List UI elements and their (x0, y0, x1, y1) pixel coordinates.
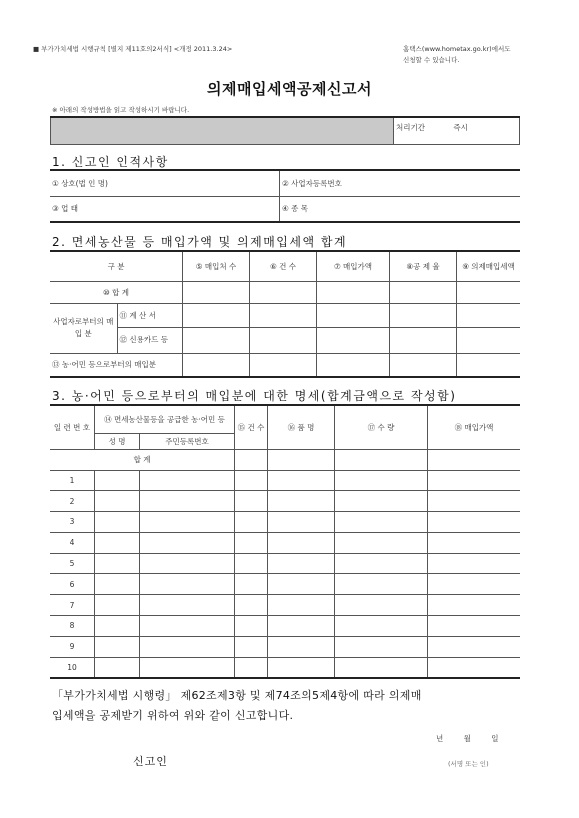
cell[interactable] (95, 574, 140, 595)
cell[interactable] (140, 636, 235, 657)
cell[interactable] (95, 512, 140, 533)
cell[interactable] (140, 470, 235, 491)
cell[interactable] (335, 595, 428, 616)
signature-field[interactable]: (서명 또는 인) (448, 760, 489, 768)
business-type-field[interactable]: ③ 업 태 (50, 196, 280, 222)
cell[interactable] (457, 353, 521, 377)
col-count: ⑮ 건 수 (235, 405, 268, 449)
hometax-note-line1: 홈택스(www.hometax.go.kr)에서도 (403, 45, 511, 53)
cell[interactable] (335, 553, 428, 574)
table-row (50, 595, 520, 616)
cell[interactable] (428, 636, 521, 657)
cell[interactable] (235, 470, 268, 491)
cell[interactable] (390, 353, 457, 377)
col-item-name: ⑯ 품 명 (268, 405, 335, 449)
cell[interactable] (235, 532, 268, 553)
cell[interactable] (235, 553, 268, 574)
signer-label: 신고인 (133, 755, 168, 768)
cell[interactable] (335, 449, 428, 470)
row-farmer-label: ⑬ 농·어민 등으로부터의 매입분 (50, 353, 183, 377)
cell[interactable] (428, 553, 521, 574)
cell[interactable] (183, 303, 250, 327)
cell[interactable] (335, 491, 428, 512)
form-title: 의제매입세액공제신고서 (207, 80, 372, 98)
form-reference: ■ 부가가치세법 시행규칙 [별지 제11호의2서식] <개정 2011.3.24> (33, 45, 233, 53)
col-gubun: 구 분 (50, 251, 183, 281)
declaration-line2: 입세액을 공제받기 위하여 위와 같이 신고합니다. (52, 709, 294, 722)
company-name-field[interactable]: ① 상호(법 인 명) (50, 170, 280, 196)
cell[interactable] (268, 636, 335, 657)
cell[interactable] (250, 303, 317, 327)
processing-cell (394, 117, 520, 145)
cell[interactable] (428, 616, 521, 637)
cell[interactable] (335, 470, 428, 491)
cell[interactable] (140, 553, 235, 574)
cell[interactable] (317, 327, 390, 353)
cell[interactable] (250, 353, 317, 377)
cell[interactable] (95, 553, 140, 574)
cell[interactable] (140, 657, 235, 678)
cell[interactable] (140, 616, 235, 637)
cell[interactable] (95, 657, 140, 678)
col-name: 성 명 (95, 433, 140, 449)
col-serial: 일 련 번 호 (50, 405, 95, 449)
cell[interactable] (428, 449, 521, 470)
cell[interactable] (140, 532, 235, 553)
cell[interactable] (183, 327, 250, 353)
cell[interactable] (235, 449, 268, 470)
cell[interactable] (268, 512, 335, 533)
cell[interactable] (140, 574, 235, 595)
summary-table (50, 250, 520, 378)
cell[interactable] (268, 470, 335, 491)
row-number: 6 (50, 574, 95, 595)
row-invoice-label: ⑪ 계 산 서 (117, 303, 183, 327)
table-row (50, 532, 520, 553)
cell[interactable] (457, 281, 521, 303)
row-number: 2 (50, 491, 95, 512)
row-from-business-label: 사업자로부터의 매 입 분 (50, 303, 117, 353)
cell[interactable] (317, 353, 390, 377)
col-purchase-amount: ⑦ 매입가액 (317, 251, 390, 281)
cell[interactable] (235, 595, 268, 616)
table-row (50, 512, 520, 533)
cell[interactable] (268, 491, 335, 512)
cell[interactable] (335, 636, 428, 657)
cell[interactable] (457, 327, 521, 353)
cell[interactable] (95, 491, 140, 512)
col-amount: ⑱ 매입가액 (428, 405, 521, 449)
col-deemed-tax: ⑨ 의제매입세액 (457, 251, 521, 281)
cell[interactable] (268, 449, 335, 470)
cell[interactable] (183, 281, 250, 303)
detail-table (50, 404, 520, 679)
row-number: 5 (50, 553, 95, 574)
cell[interactable] (428, 470, 521, 491)
cell[interactable] (268, 574, 335, 595)
row-number: 8 (50, 616, 95, 637)
table-row (50, 553, 520, 574)
processing-label: 처리기간 (396, 123, 425, 132)
declaration-line1: 「부가가치세법 시행령」 제62조제3항 및 제74조의5제4항에 따라 의제매 (52, 689, 422, 702)
cell[interactable] (95, 532, 140, 553)
cell[interactable] (235, 574, 268, 595)
cell[interactable] (268, 657, 335, 678)
section1-title: 1. 신고인 인적사항 (52, 155, 169, 169)
cell[interactable] (95, 595, 140, 616)
table-row (50, 491, 520, 512)
cell[interactable] (268, 553, 335, 574)
processing-blank (51, 117, 394, 145)
cell[interactable] (428, 491, 521, 512)
section2-title: 2. 면세농산물 등 매입가액 및 의제매입세액 합계 (52, 235, 348, 249)
col-purchase-count: ⑤ 매입처 수 (183, 251, 250, 281)
col-rrn: 주민등록번호 (140, 433, 235, 449)
cell[interactable] (235, 616, 268, 637)
instruction-note: ※ 아래의 작성방법을 읽고 작성하시기 바랍니다. (52, 106, 190, 114)
cell[interactable] (268, 532, 335, 553)
section3-title: 3. 농·어민 등으로부터의 매입분에 대한 명세(합계금액으로 작성함) (52, 389, 457, 403)
row-number: 4 (50, 532, 95, 553)
cell[interactable] (268, 616, 335, 637)
row-number: 1 (50, 470, 95, 491)
row-number: 9 (50, 636, 95, 657)
personal-info-table (50, 169, 520, 223)
cell[interactable] (335, 532, 428, 553)
cell[interactable] (317, 281, 390, 303)
cell[interactable] (140, 491, 235, 512)
cell[interactable] (317, 303, 390, 327)
col-deduction-rate: ⑧공 제 율 (390, 251, 457, 281)
row-number: 10 (50, 657, 95, 678)
cell[interactable] (95, 616, 140, 637)
cell[interactable] (235, 491, 268, 512)
row-number: 7 (50, 595, 95, 616)
table-row (50, 574, 520, 595)
row-creditcard-label: ⑫ 신용카드 등 (117, 327, 183, 353)
cell[interactable] (457, 303, 521, 327)
processing-value: 즉시 (453, 123, 468, 132)
cell[interactable] (428, 657, 521, 678)
cell[interactable] (95, 470, 140, 491)
cell[interactable] (335, 616, 428, 637)
cell[interactable] (235, 636, 268, 657)
row-number: 3 (50, 512, 95, 533)
cell[interactable] (335, 512, 428, 533)
cell[interactable] (390, 303, 457, 327)
table-row (50, 616, 520, 637)
cell[interactable] (250, 327, 317, 353)
cell[interactable] (95, 636, 140, 657)
cell[interactable] (335, 657, 428, 678)
cell[interactable] (235, 512, 268, 533)
table-row (50, 657, 520, 678)
col-case-count: ⑥ 건 수 (250, 251, 317, 281)
date-line[interactable]: 년 월 일 (436, 734, 499, 743)
business-item-field[interactable]: ④ 종 목 (280, 196, 521, 222)
detail-total-label: 합 계 (50, 449, 235, 470)
hometax-note-line2: 신청할 수 있습니다. (403, 56, 460, 64)
cell[interactable] (235, 657, 268, 678)
table-row (50, 470, 520, 491)
cell[interactable] (428, 532, 521, 553)
cell[interactable] (390, 327, 457, 353)
cell[interactable] (140, 595, 235, 616)
cell[interactable] (428, 595, 521, 616)
cell[interactable] (250, 281, 317, 303)
cell[interactable] (335, 574, 428, 595)
biz-number-field[interactable]: ② 사업자등록번호 (280, 170, 521, 196)
row-total-label: ⑩ 합 계 (50, 281, 183, 303)
cell[interactable] (268, 595, 335, 616)
cell[interactable] (428, 512, 521, 533)
cell[interactable] (140, 512, 235, 533)
table-row (50, 636, 520, 657)
col-quantity: ⑰ 수 량 (335, 405, 428, 449)
cell[interactable] (390, 281, 457, 303)
cell[interactable] (183, 353, 250, 377)
processing-table (50, 116, 520, 145)
cell[interactable] (428, 574, 521, 595)
col-supplier: ⑭ 면세농산물등을 공급한 농·어민 등 (95, 405, 235, 433)
